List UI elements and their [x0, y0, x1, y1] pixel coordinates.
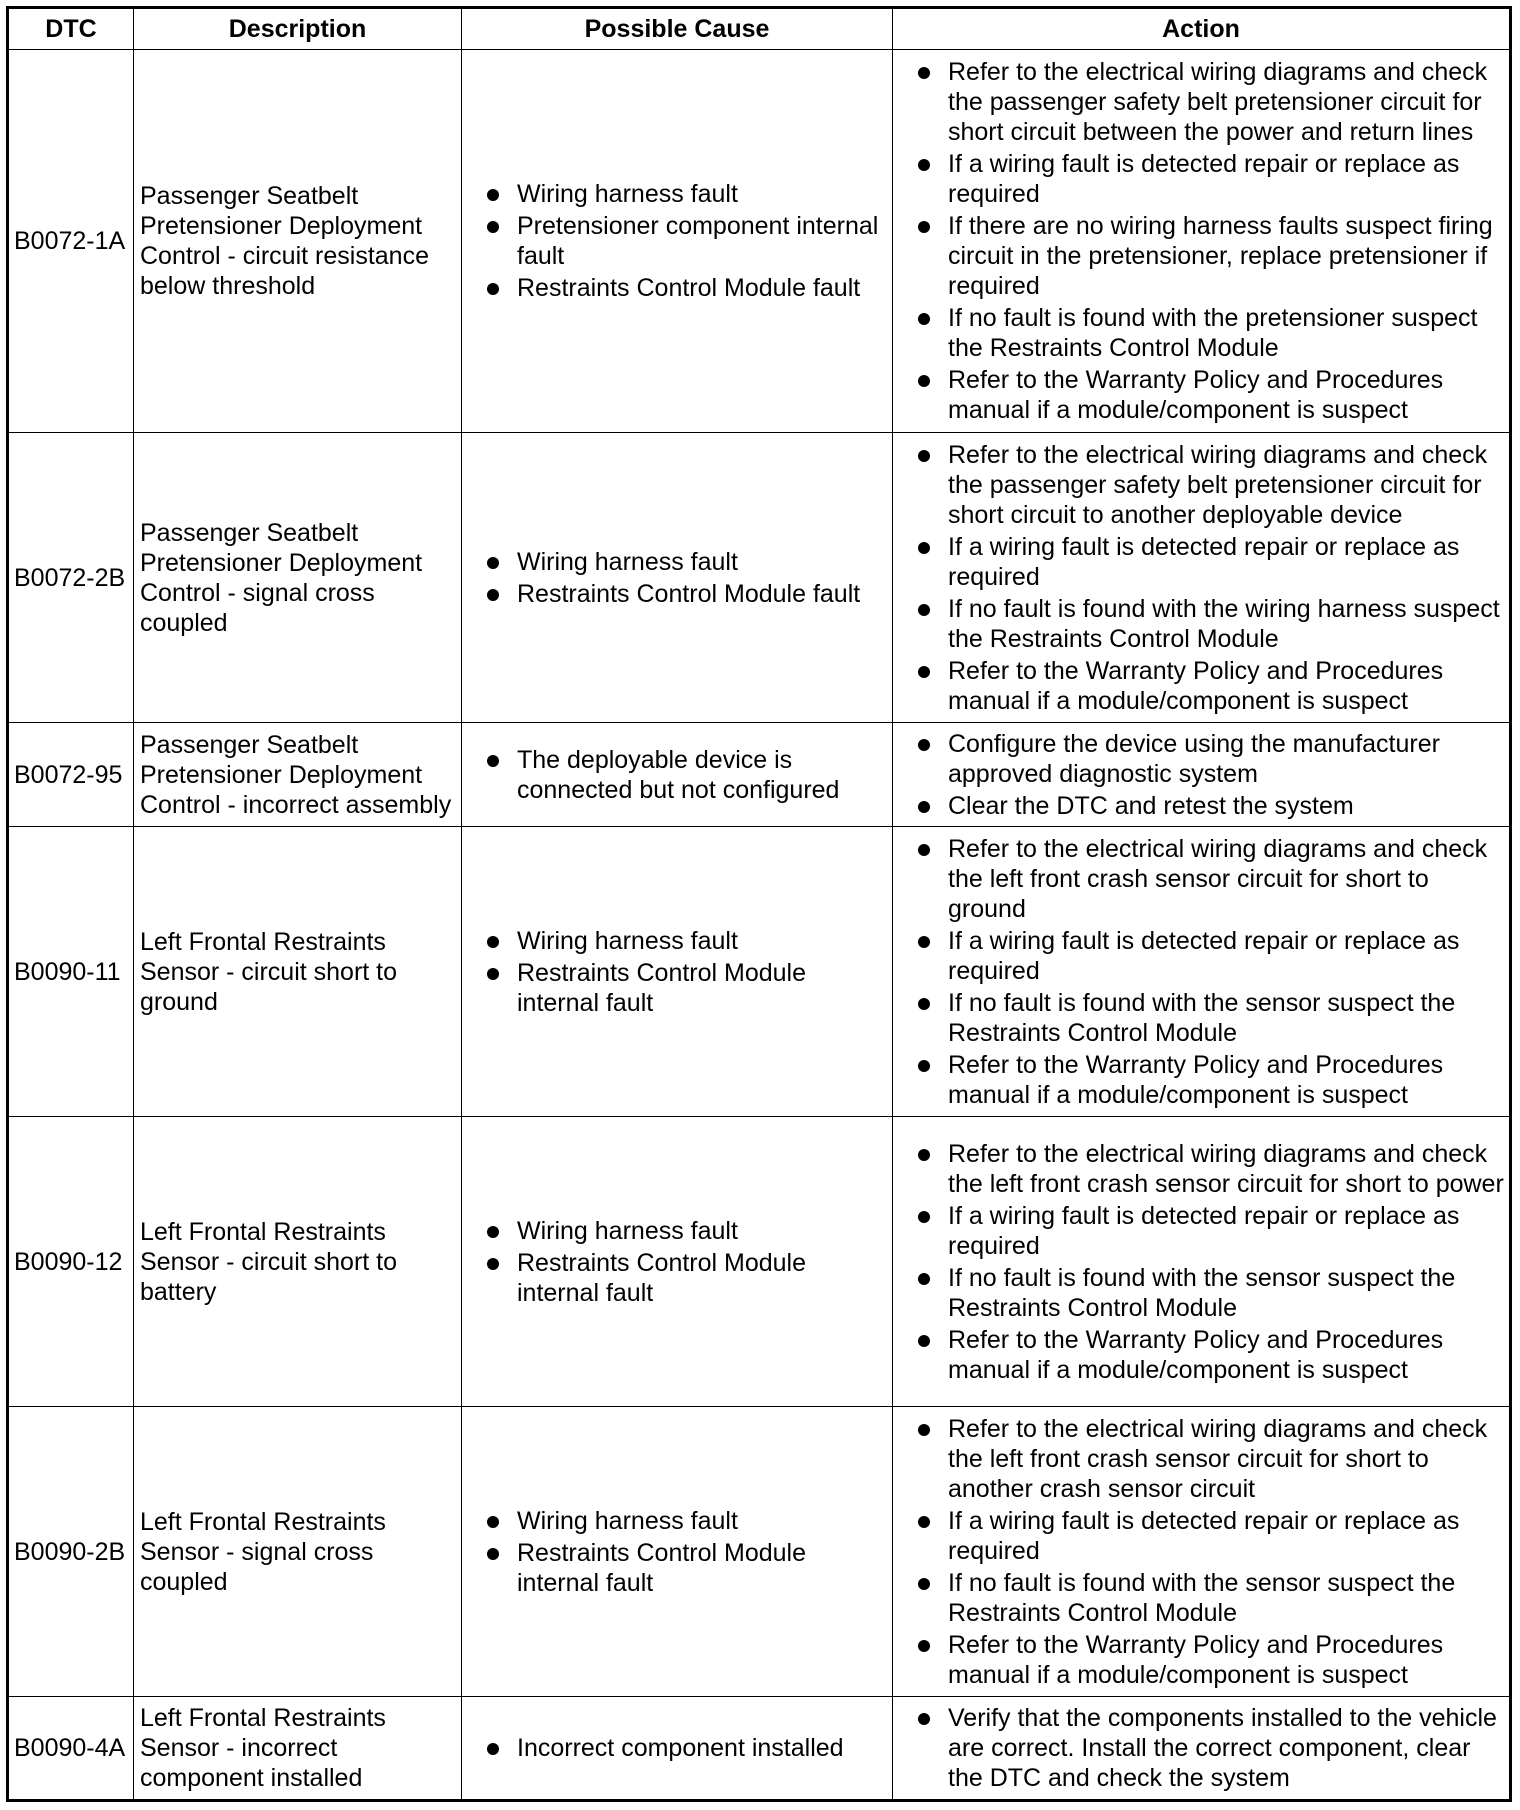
action-cell [893, 1407, 1511, 1697]
dtc-code: B0072-2B [8, 433, 134, 723]
dtc-description: Passenger Seatbelt Pretensioner Deployment Control - circuit resistance below threshold [134, 50, 462, 433]
action-item: Refer to the electrical wiring diagrams and check the left front crash sensor circuit for short to power [948, 1139, 1504, 1198]
possible-cause-item: Restraints Control Module fault [517, 579, 884, 609]
possible-cause-item: Wiring harness fault [517, 926, 884, 956]
possible-cause-cell [462, 50, 893, 433]
possible-cause-item: Restraints Control Module internal fault [517, 958, 884, 1018]
dtc-description: Left Frontal Restraints Sensor - circuit short to battery [134, 1117, 462, 1407]
action-item: Configure the device using the manufacturer approved diagnostic system [948, 729, 1505, 789]
action-item: If no fault is found with the sensor suspect the Restraints Control Module [948, 1263, 1505, 1323]
action-item: Refer to the Warranty Policy and Procedures manual if a module/component is suspect [948, 656, 1505, 716]
table-header-row [8, 8, 1511, 50]
action-cell [893, 433, 1511, 723]
action-list [893, 1703, 1509, 1793]
possible-cause-list [462, 547, 892, 609]
action-cell [893, 723, 1511, 827]
table-row [8, 723, 1511, 827]
possible-cause-cell [462, 433, 893, 723]
action-item: If there are no wiring harness faults suspect firing circuit in the pretensioner, replace pretensioner if required [948, 211, 1505, 301]
header-action: Action [893, 8, 1511, 50]
action-item: If no fault is found with the pretensioner suspect the Restraints Control Module [948, 303, 1505, 363]
table-row [8, 50, 1511, 433]
dtc-code: B0090-4A [8, 1697, 134, 1801]
possible-cause-item: Incorrect component installed [517, 1733, 884, 1763]
action-item: If a wiring fault is detected repair or replace as required [948, 532, 1505, 592]
possible-cause-item: The deployable device is connected but not configured [517, 745, 884, 805]
action-list [893, 1139, 1509, 1385]
action-item: Refer to the Warranty Policy and Procedures manual if a module/component is suspect [948, 1630, 1505, 1690]
header-description: Description [134, 8, 462, 50]
header-dtc: DTC [8, 8, 134, 50]
action-item: Refer to the Warranty Policy and Procedures manual if a module/component is suspect [948, 365, 1505, 425]
action-list [893, 57, 1509, 425]
action-item: Refer to the Warranty Policy and Procedures manual if a module/component is suspect [948, 1325, 1505, 1385]
action-item: If a wiring fault is detected repair or replace as required [948, 1506, 1505, 1566]
action-list [893, 729, 1509, 821]
possible-cause-list [462, 179, 892, 303]
action-item: Refer to the electrical wiring diagrams and check the passenger safety belt pretensioner circuit for short circuit between the power and return lines [948, 57, 1505, 147]
possible-cause-item: Wiring harness fault [517, 547, 884, 577]
action-item: Verify that the components installed to the vehicle are correct. Install the correct component, clear the DTC and check the system [948, 1703, 1505, 1793]
action-item: If no fault is found with the sensor suspect the Restraints Control Module [948, 1568, 1505, 1628]
action-cell [893, 1697, 1511, 1801]
action-item: If a wiring fault is detected repair or replace as required [948, 1201, 1505, 1261]
possible-cause-item: Pretensioner component internal fault [517, 211, 884, 271]
possible-cause-item: Wiring harness fault [517, 179, 884, 209]
dtc-code: B0090-12 [8, 1117, 134, 1407]
possible-cause-list [462, 1506, 892, 1598]
possible-cause-list [462, 1733, 892, 1763]
action-item: Clear the DTC and retest the system [948, 791, 1505, 821]
possible-cause-item: Restraints Control Module fault [517, 273, 884, 303]
action-cell [893, 827, 1511, 1117]
possible-cause-item: Wiring harness fault [517, 1216, 884, 1246]
dtc-code: B0072-95 [8, 723, 134, 827]
dtc-code: B0072-1A [8, 50, 134, 433]
dtc-table [6, 6, 1512, 1802]
possible-cause-cell [462, 1407, 893, 1697]
possible-cause-list [462, 1216, 892, 1308]
action-list [893, 1414, 1509, 1690]
table-row [8, 433, 1511, 723]
table-row [8, 1407, 1511, 1697]
dtc-description: Left Frontal Restraints Sensor - incorrect component installed [134, 1697, 462, 1801]
possible-cause-cell [462, 723, 893, 827]
possible-cause-list [462, 926, 892, 1018]
dtc-description: Left Frontal Restraints Sensor - signal cross coupled [134, 1407, 462, 1697]
dtc-description: Passenger Seatbelt Pretensioner Deployment Control - incorrect assembly [134, 723, 462, 827]
possible-cause-item: Restraints Control Module internal fault [517, 1248, 884, 1308]
action-item: Refer to the Warranty Policy and Procedures manual if a module/component is suspect [948, 1050, 1505, 1110]
dtc-description: Left Frontal Restraints Sensor - circuit short to ground [134, 827, 462, 1117]
possible-cause-cell [462, 827, 893, 1117]
action-item: Refer to the electrical wiring diagrams and check the passenger safety belt pretensioner circuit for short circuit to another deployable device [948, 440, 1505, 530]
header-possible-cause: Possible Cause [462, 8, 893, 50]
possible-cause-cell [462, 1697, 893, 1801]
action-item: If a wiring fault is detected repair or replace as required [948, 926, 1505, 986]
action-list [893, 834, 1509, 1110]
dtc-description: Passenger Seatbelt Pretensioner Deployment Control - signal cross coupled [134, 433, 462, 723]
action-item: If a wiring fault is detected repair or replace as required [948, 149, 1505, 209]
table-row [8, 1697, 1511, 1801]
action-list [893, 440, 1509, 716]
dtc-code: B0090-2B [8, 1407, 134, 1697]
action-cell [893, 50, 1511, 433]
table-row [8, 827, 1511, 1117]
action-item: If no fault is found with the wiring harness suspect the Restraints Control Module [948, 594, 1505, 654]
possible-cause-list [462, 745, 892, 805]
possible-cause-cell [462, 1117, 893, 1407]
table-row [8, 1117, 1511, 1407]
action-cell [893, 1117, 1511, 1407]
action-item: If no fault is found with the sensor suspect the Restraints Control Module [948, 988, 1505, 1048]
action-item: Refer to the electrical wiring diagrams and check the left front crash sensor circuit for short to another crash sensor circuit [948, 1414, 1505, 1504]
possible-cause-item: Wiring harness fault [517, 1506, 884, 1536]
possible-cause-item: Restraints Control Module internal fault [517, 1538, 884, 1598]
table-body [8, 50, 1511, 1801]
dtc-code: B0090-11 [8, 827, 134, 1117]
action-item: Refer to the electrical wiring diagrams and check the left front crash sensor circuit for short to ground [948, 834, 1505, 924]
